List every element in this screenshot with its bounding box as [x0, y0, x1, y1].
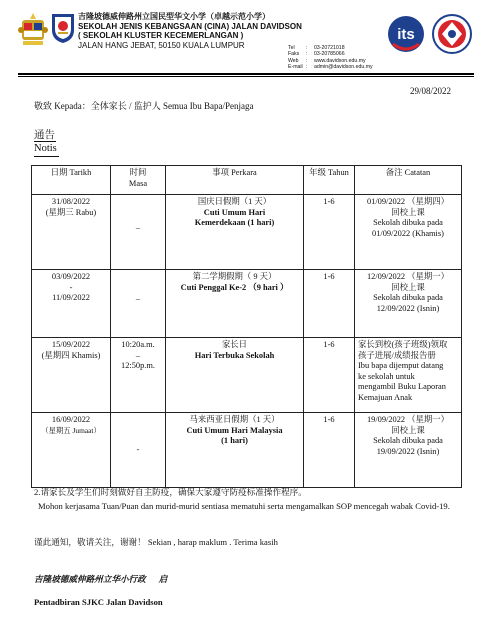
- table-row: [32, 338, 462, 413]
- row-time: –: [111, 270, 166, 338]
- table-row: [32, 270, 462, 338]
- row-year: 1-6: [304, 195, 355, 270]
- header-date: 日期 Tarikh: [32, 166, 111, 195]
- row-note: 01/09/2022 （星期四） 回校上课 Sekolah dibuka pada 01/09/2022 (Khamis): [355, 195, 462, 270]
- school-name-chinese: 吉隆坡德威伸路州立国民型华文小学（卓越示范小学）: [78, 12, 270, 21]
- table-header-row: [32, 166, 462, 195]
- table-row: [32, 413, 462, 488]
- row-date: 31/08/2022 (星期三 Rabu): [32, 195, 111, 270]
- title-chinese: 通告: [34, 130, 55, 141]
- closing-line: 谨此通知，敬请关注，谢谢！ Sekian , harap maklum . Terima kasih: [34, 537, 278, 547]
- contact-tel: Tel : 03-20721018: [288, 45, 345, 51]
- its-logo-text: its: [397, 26, 415, 43]
- malaysia-crest-icon: [18, 12, 48, 48]
- cluster-emblem-icon: [432, 12, 472, 56]
- school-name-malay: SEKOLAH JENIS KEBANGSAAN (CINA) JALAN DAVIDSON: [78, 21, 302, 31]
- signoff-chinese: 吉隆坡德威伸路州立华小行政 启: [34, 574, 168, 584]
- row-time: –: [111, 195, 166, 270]
- contact-email: E-mail : admin@davidson.edu.my: [288, 64, 373, 71]
- row-year: 1-6: [304, 413, 355, 488]
- paragraph-chinese: 2.请家长及学生们时刻做好自主防疫，确保大家遵守防疫标准操作程序。: [34, 487, 307, 497]
- row-year: 1-6: [304, 270, 355, 338]
- header-matter: 事项 Perkara: [166, 166, 304, 195]
- table-row: [32, 195, 462, 270]
- school-logo-icon: [50, 12, 76, 44]
- row-date: 16/09/2022 （星期五 Jumaat）: [32, 413, 111, 488]
- row-matter: 第二学期假期（ 9 天） Cuti Penggal Ke-2 （9 hari ）: [166, 270, 304, 338]
- contact-web: Web : www.davidson.edu.my: [288, 57, 366, 64]
- header-time: 时间 Masa: [111, 166, 166, 195]
- letterhead-divider: [18, 73, 474, 75]
- row-matter: 国庆日假期（1 天） Cuti Umum Hari Kemerdekaan (1 hari): [166, 195, 304, 270]
- row-time: -: [111, 413, 166, 488]
- row-note: 12/09/2022 （星期一） 回校上课 Sekolah dibuka pada 12/09/2022 (Isnin): [355, 270, 462, 338]
- title-malay: Notis: [34, 143, 57, 154]
- row-time: 10:20a.m. – 12:50p.m.: [111, 338, 166, 413]
- its-logo-icon: [385, 14, 427, 54]
- row-note: 19/09/2022 （星期一） 回校上课 Sekolah dibuka pada 19/09/2022 (Isnin): [355, 413, 462, 488]
- school-cluster-label: ( SEKOLAH KLUSTER KECEMERLANGAN ): [78, 31, 244, 41]
- contact-block: [288, 45, 373, 71]
- notice-date: 29/08/2022: [410, 86, 452, 96]
- paragraph-malay: Mohon kerjasama Tuan/Puan dan murid-murid sentiasa mematuhi serta mengamalkan SOP mencegah wabak Covid-19.: [38, 501, 450, 511]
- title-underline: [34, 141, 56, 142]
- title-underline: [34, 156, 59, 157]
- letterhead-text: [78, 12, 302, 50]
- row-date: 03/09/2022 - 11/09/2022: [32, 270, 111, 338]
- row-note: 家长到校(孩子班级)领取 孩子进展/成绩报告册 Ibu bapa dijemput datang ke sekolah untuk mengambil Buku Laporan Kemajuan Anak: [355, 338, 462, 413]
- schedule-table: [31, 165, 462, 488]
- letterhead-divider-thin: [18, 76, 474, 77]
- row-matter: 家长日 Hari Terbuka Sekolah: [166, 338, 304, 413]
- recipient-line: 敬致 Kepada：全体家长 / 监护人 Semua Ibu Bapa/Penjaga: [34, 101, 254, 111]
- contact-fax: Faks : 03-20785066: [288, 51, 345, 58]
- row-year: 1-6: [304, 338, 355, 413]
- row-date: 15/09/2022 (星期四 Khamis): [32, 338, 111, 413]
- header-note: 备注 Catatan: [355, 166, 462, 195]
- header-year: 年级 Tahun: [304, 166, 355, 195]
- signoff-malay: Pentadbiran SJKC Jalan Davidson: [34, 597, 163, 607]
- row-matter: 马来西亚日假期（1 天） Cuti Umum Hari Malaysia (1 hari): [166, 413, 304, 488]
- school-address: JALAN HANG JEBAT, 50150 KUALA LUMPUR: [78, 40, 245, 50]
